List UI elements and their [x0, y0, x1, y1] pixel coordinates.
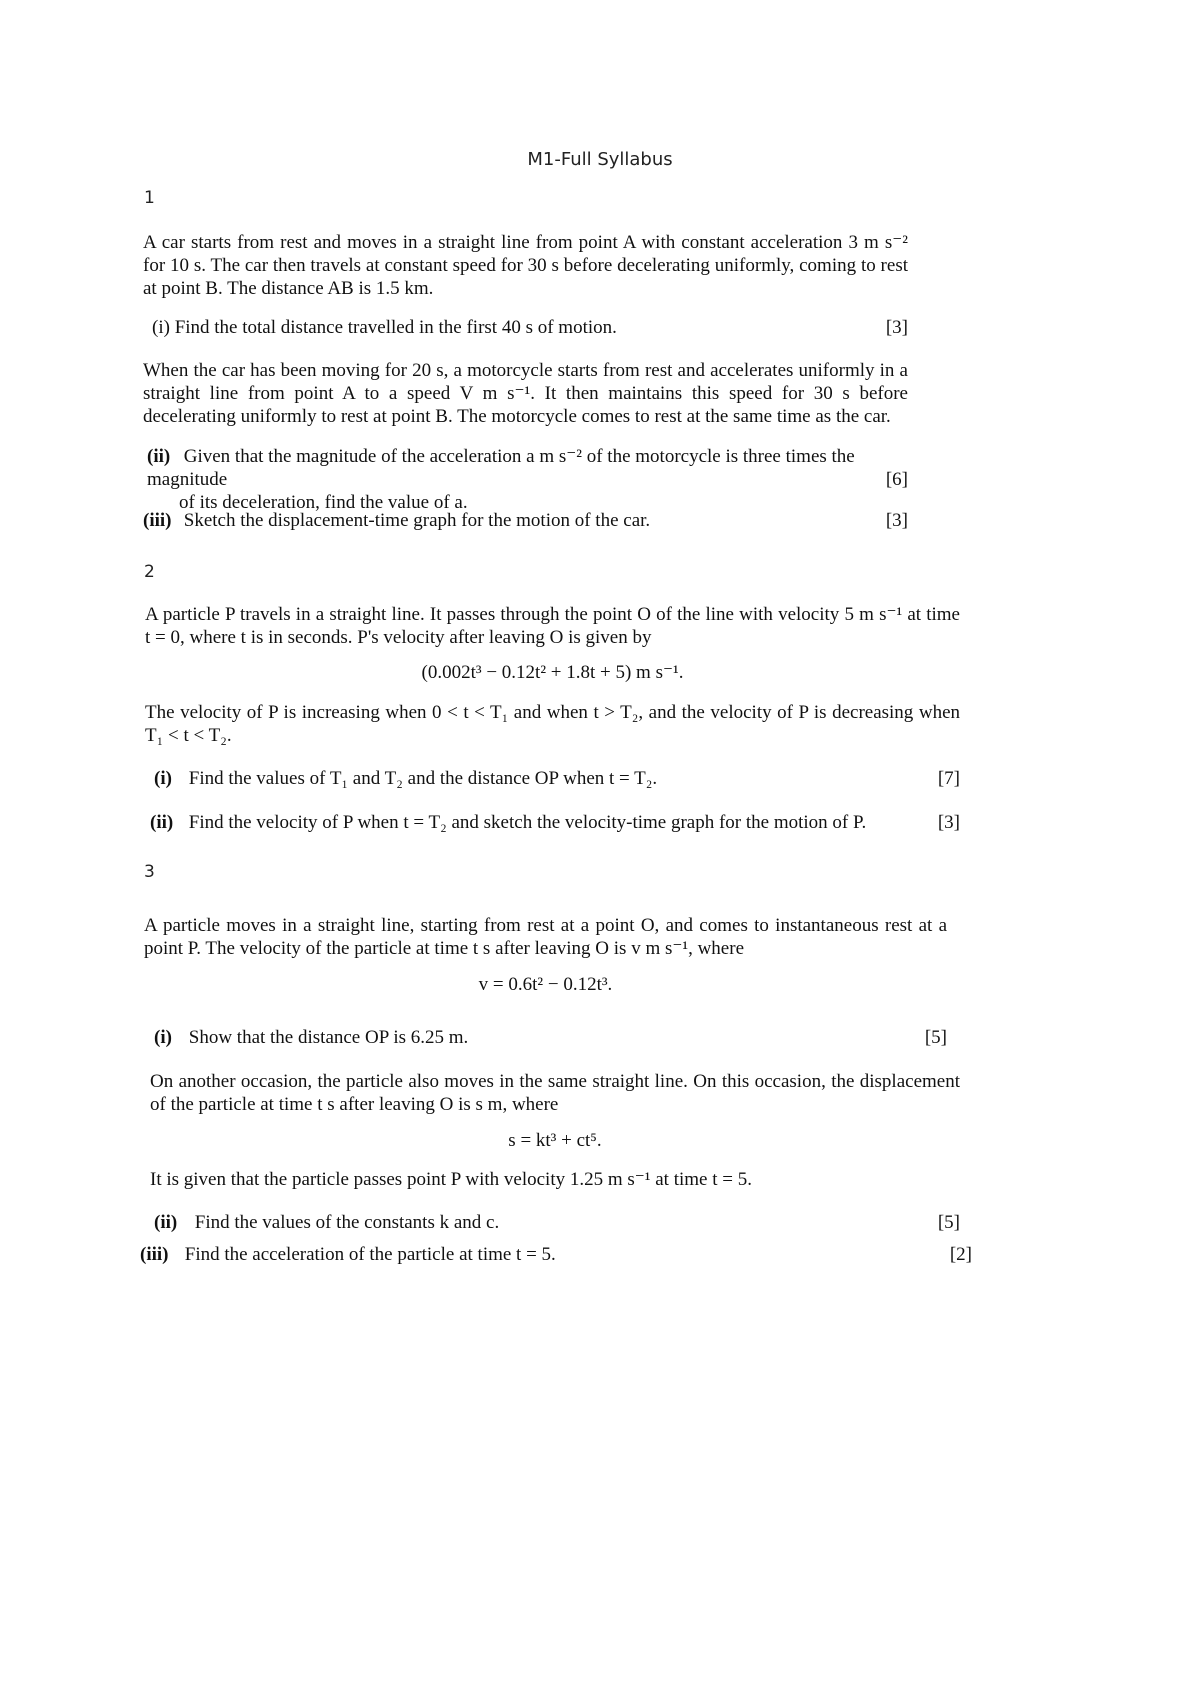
question-3-part-i — [154, 1026, 947, 1049]
part-label: (i) — [154, 1027, 172, 1048]
part-text: Given that the magnitude of the acceleration a m s⁻² of the motorcycle is three times the magnitude — [147, 446, 855, 490]
page-title: M1-Full Syllabus — [527, 149, 673, 170]
question-2-formula: (0.002t³ − 0.12t² + 1.8t + 5) m s⁻¹. — [421, 662, 684, 683]
question-3-formula: v = 0.6t² − 0.12t³. — [478, 974, 613, 995]
question-1-part-iii — [143, 509, 908, 532]
question-1-number: 1 — [144, 188, 155, 208]
question-2-part-i — [154, 767, 960, 790]
part-label: (i) — [152, 317, 170, 338]
marks: [3] — [937, 812, 960, 833]
question-2-intro: A particle P travels in a straight line. It passes through the point O of the line with velocity 5 m s⁻¹ at time t = 0, where t is in seconds. P's velocity after leaving O is given by — [145, 604, 960, 648]
marks: [5] — [924, 1027, 947, 1048]
part-text: Find the velocity of P when t = T₂ and sketch the velocity-time graph for the motion of P. — [188, 812, 867, 833]
question-3-given: It is given that the particle passes point P with velocity 1.25 m s⁻¹ at time t = 5. — [150, 1169, 752, 1190]
question-1-intro: A car starts from rest and moves in a straight line from point A with constant acceleration 3 m s⁻² for 10 s. The car then travels at constant speed for 30 s before decelerating uniformly, coming to rest at point B. The distance AB is 1.5 km. — [143, 232, 908, 299]
question-3-formula-2: s = kt³ + ct⁵. — [508, 1130, 602, 1151]
part-label: (ii) — [150, 812, 174, 833]
question-2-number: 2 — [144, 562, 155, 582]
question-3-part-iii — [140, 1243, 972, 1266]
part-text: Sketch the displacement-time graph for the motion of the car. — [183, 510, 651, 531]
question-2-middle: The velocity of P is increasing when 0 < t < T₁ and when t > T₂, and the velocity of P is decreasing when T₁ < t < T₂. — [145, 702, 960, 746]
marks: [3] — [885, 317, 908, 338]
part-text: Find the values of T₁ and T₂ and the distance OP when t = T₂. — [188, 768, 658, 789]
part-text: Find the values of the constants k and c. — [194, 1212, 500, 1233]
question-2-part-ii — [150, 811, 960, 834]
question-1-part-i — [152, 316, 908, 339]
marks: [2] — [949, 1244, 972, 1265]
question-1-middle: When the car has been moving for 20 s, a motorcycle starts from rest and accelerates uniformly in a straight line from point A to a speed V m s⁻¹. It then maintains this speed for 30 s before decelerating uniformly to rest at point B. The motorcycle comes to rest at the same time as the car. — [143, 360, 908, 427]
marks: [7] — [937, 768, 960, 789]
part-label: (iii) — [143, 510, 172, 531]
question-1-part-ii — [147, 445, 908, 514]
question-3-number: 3 — [144, 862, 155, 882]
question-3-intro: A particle moves in a straight line, starting from rest at a point O, and comes to instantaneous rest at a point P. The velocity of the particle at time t s after leaving O is v m s⁻¹, where — [144, 915, 947, 959]
marks: [3] — [885, 510, 908, 531]
marks: [6] — [885, 469, 908, 490]
part-label: (ii) — [154, 1212, 178, 1233]
marks: [5] — [937, 1212, 960, 1233]
part-text: Find the acceleration of the particle at time t = 5. — [184, 1244, 556, 1265]
question-3-middle: On another occasion, the particle also moves in the same straight line. On this occasion, the displacement of the particle at time t s after leaving O is s m, where — [150, 1071, 960, 1115]
part-label: (iii) — [140, 1244, 169, 1265]
part-label: (ii) — [147, 446, 171, 467]
question-3-part-ii — [154, 1211, 960, 1234]
part-text: Find the total distance travelled in the first 40 s of motion. — [174, 317, 617, 338]
part-label: (i) — [154, 768, 172, 789]
part-text: Show that the distance OP is 6.25 m. — [188, 1027, 469, 1048]
part-text-continued: of its deceleration, find the value of a. — [179, 492, 468, 513]
